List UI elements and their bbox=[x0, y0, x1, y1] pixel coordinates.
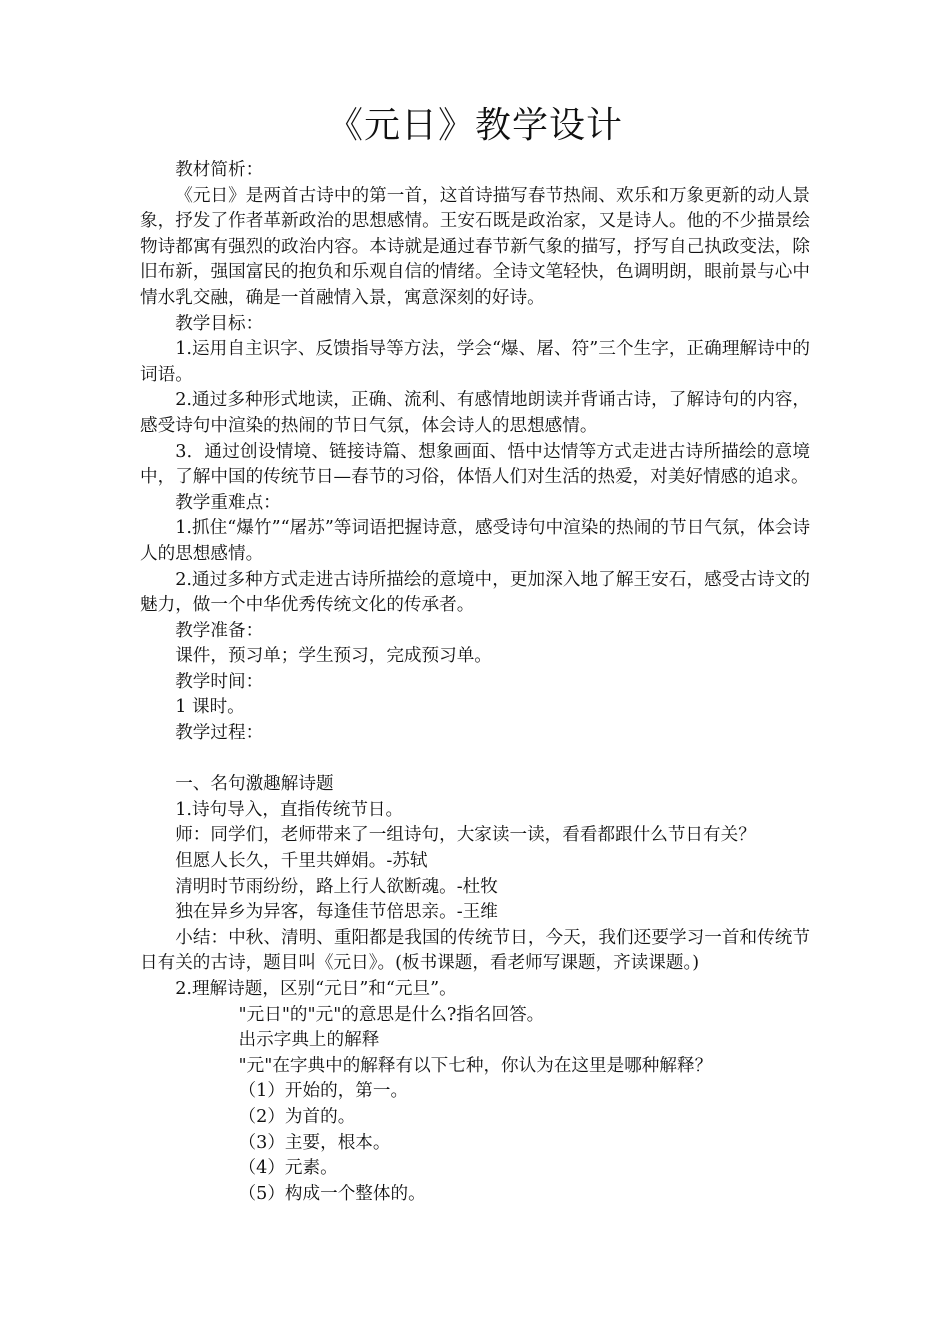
analysis-paragraph: 《元日》是两首古诗中的第一首，这首诗描写春节热闹、欢乐和万象更新的动人景象，抒发了作者革新政治的思想感情。王安石既是政治家，又是诗人。他的不少描景绘物诗都寓有强烈的政治内容。本诗就是通过春节新气象的描写，抒写自己执政变法，除旧布新，强国富民的抱负和乐观自信的情绪。全诗文笔轻快，色调明朗，眼前景与心中情水乳交融，确是一首融情入景，寓意深刻的好诗。 bbox=[140, 185, 810, 308]
definition-item: （2）为首的。 bbox=[238, 1106, 356, 1127]
key-point-item: 2.通过多种方式走进古诗所描绘的意境中，更加深入地了解王安石，感受古诗文的魅力，做一个中华优秀传统文化的传承者。 bbox=[140, 569, 810, 616]
poem-line: 但愿人长久，千里共婵娟。-苏轼 bbox=[175, 851, 428, 872]
summary-paragraph: 小结：中秋、清明、重阳都是我国的传统节日，今天，我们还要学习一首和传统节日有关的古诗，题目叫《元日》。(板书课题，看老师写课题，齐读课题。) bbox=[140, 927, 810, 974]
step2-text: 2.理解诗题，区别“元日”和“元旦”。 bbox=[175, 979, 457, 999]
document-title: 《元日》教学设计 bbox=[326, 105, 623, 146]
dictionary-intro: 出示字典上的解释 bbox=[238, 1030, 380, 1051]
poem-line: 清明时节雨纷纷，路上行人欲断魂。-杜牧 bbox=[175, 876, 498, 897]
blank-line bbox=[140, 747, 810, 773]
goal-item: 3．通过创设情境、链接诗篇、想象画面、悟中达情等方式走进古诗所描绘的意境中，了解中国的传统节日—春节的习俗，体悟人们对生活的热爱，对美好情感的追求。 bbox=[140, 441, 810, 488]
preparation-heading: 教学准备： bbox=[175, 620, 264, 641]
part1-heading: 一、名句激趣解诗题 bbox=[175, 774, 334, 795]
question-line: "元日"的"元"的意思是什么?指名回答。 bbox=[238, 1004, 545, 1025]
teacher-line: 师：同学们，老师带来了一组诗句，大家读一读，看看都跟什么节日有关？ bbox=[175, 825, 756, 846]
poem-line: 独在异乡为异客，每逢佳节倍思亲。-王维 bbox=[175, 902, 498, 923]
definition-item: （4）元素。 bbox=[238, 1158, 338, 1179]
goal-item: 1.运用自主识字、反馈指导等方法，学会“爆、屠、符”三个生字，正确理解诗中的词语。 bbox=[140, 339, 810, 385]
goals-heading: 教学目标： bbox=[175, 313, 264, 334]
definition-item: （1）开始的，第一。 bbox=[238, 1081, 409, 1102]
step1-text: 1.诗句导入，直指传统节日。 bbox=[175, 799, 404, 820]
process-heading: 教学过程： bbox=[175, 723, 264, 744]
definition-item: （5）构成一个整体的。 bbox=[238, 1183, 426, 1204]
document-body bbox=[140, 158, 810, 1207]
key-points-heading: 教学重难点： bbox=[175, 492, 281, 513]
dictionary-question: "元"在字典中的解释有以下七种，你认为在这里是哪种解释？ bbox=[238, 1055, 713, 1076]
key-point-item: 1.抓住“爆竹”“屠苏”等词语把握诗意，感受诗句中渲染的热闹的节日气氛，体会诗人的思想感情。 bbox=[140, 518, 810, 564]
analysis-heading: 教材简析： bbox=[175, 160, 264, 180]
preparation-text: 课件，预习单；学生预习，完成预习单。 bbox=[175, 646, 492, 667]
time-heading: 教学时间： bbox=[175, 671, 264, 692]
definition-item: （3）主要，根本。 bbox=[238, 1132, 391, 1153]
time-text: 1 课时。 bbox=[175, 697, 245, 718]
goal-item: 2.通过多种形式地读，正确、流利、有感情地朗读并背诵古诗，了解诗句的内容，感受诗句中渲染的热闹的节日气氛，体会诗人的思想感情。 bbox=[140, 390, 810, 436]
